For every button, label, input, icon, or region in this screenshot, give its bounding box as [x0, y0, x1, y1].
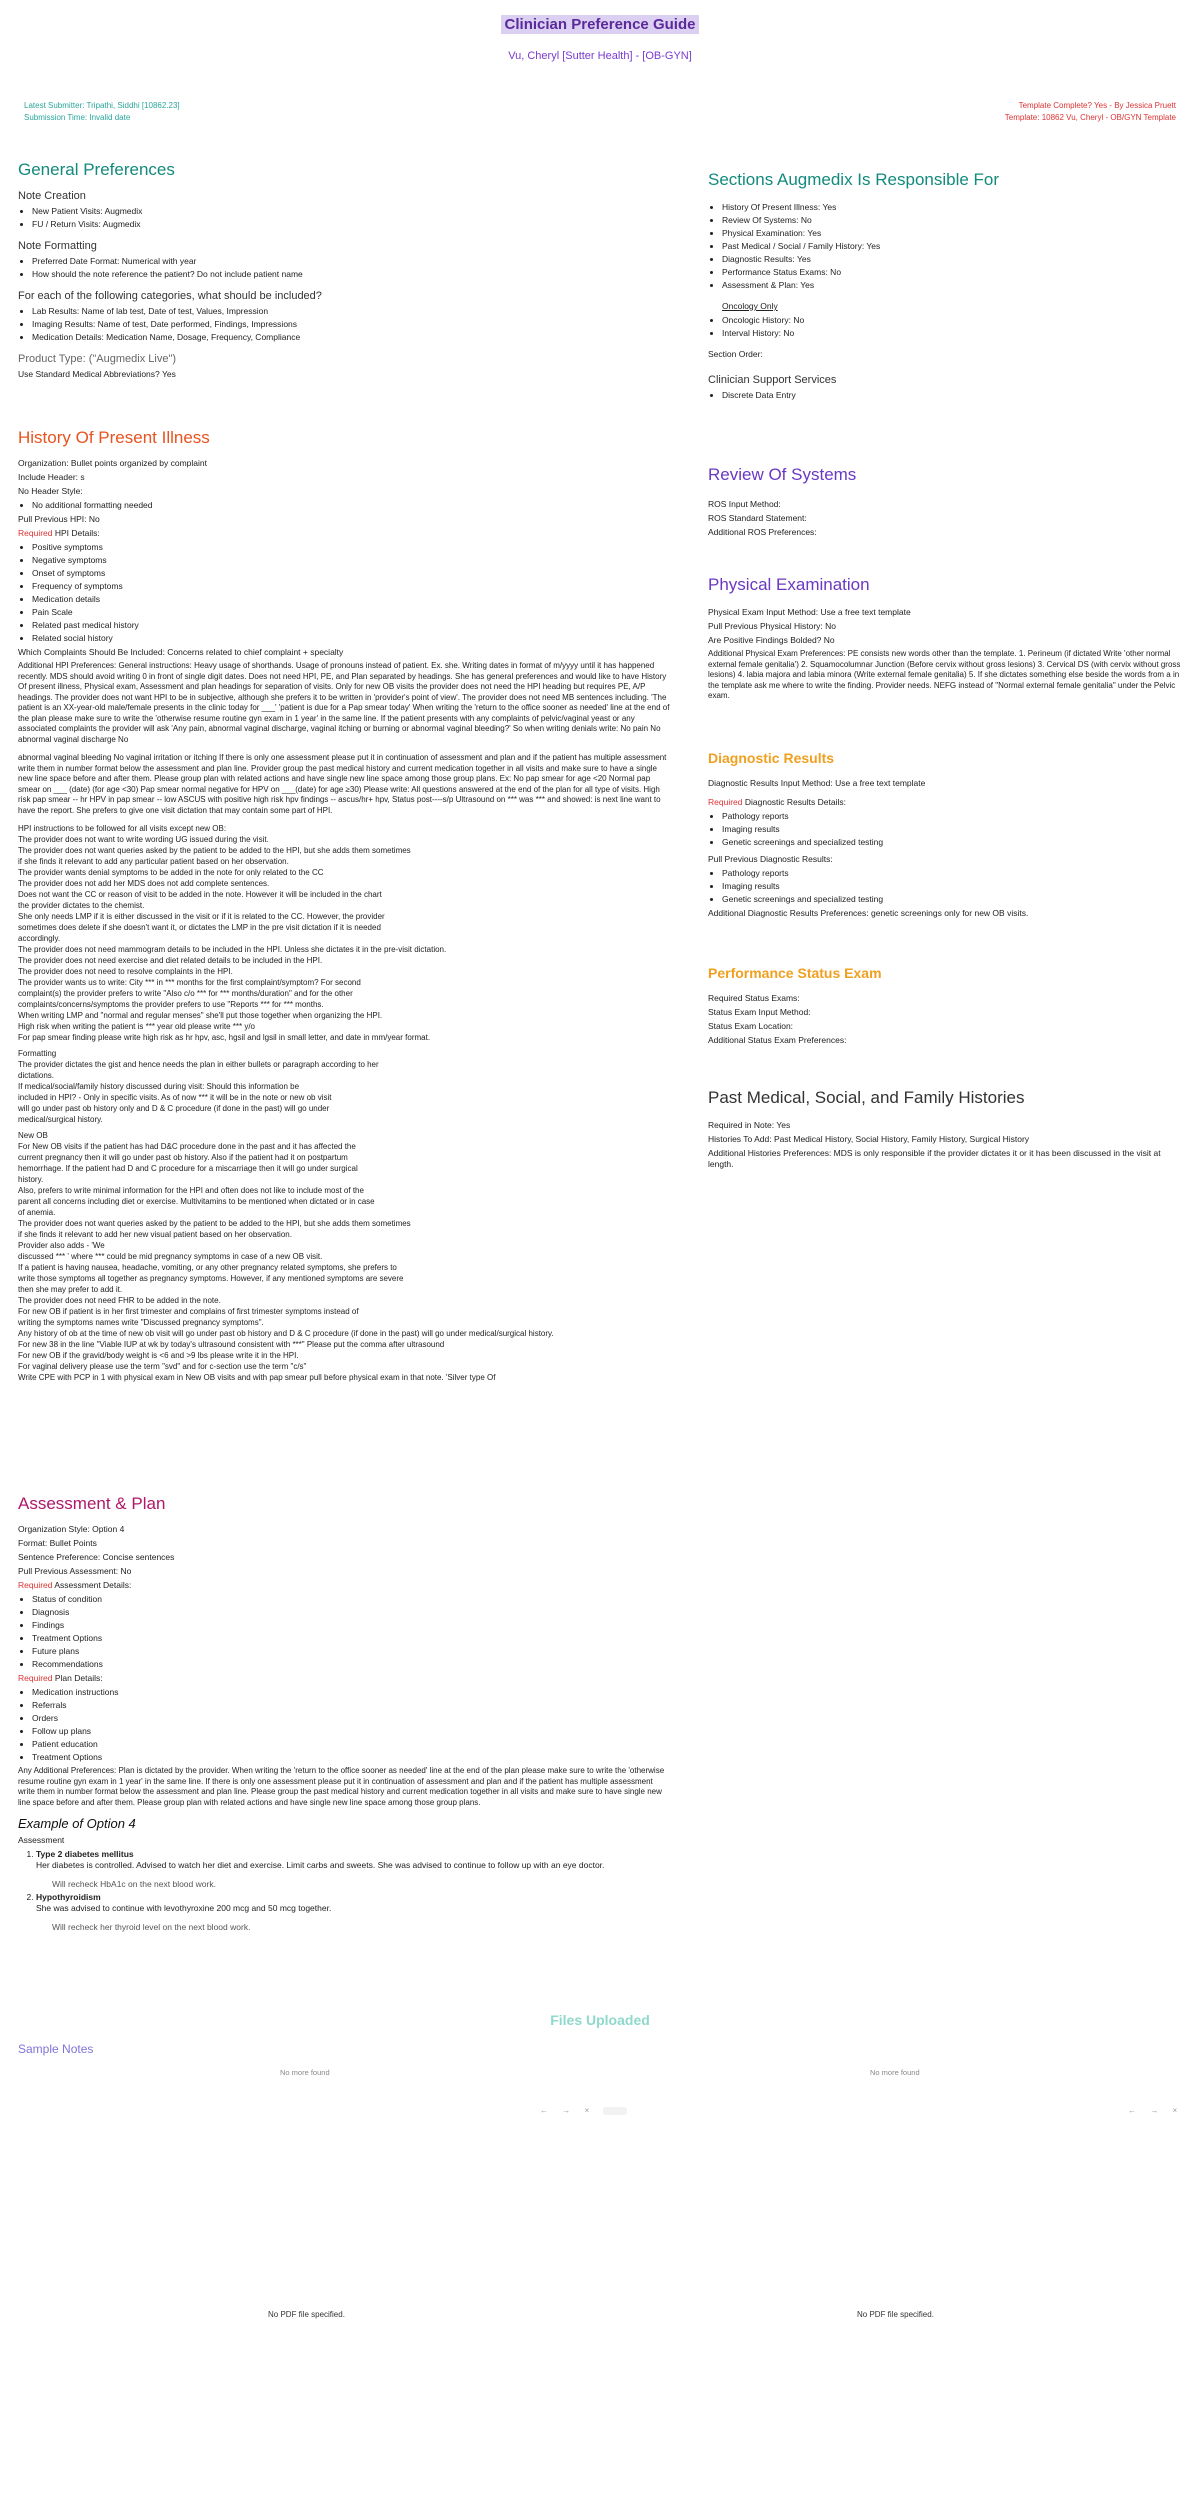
- list-item: • New Patient Visits: Augmedix: [32, 206, 670, 217]
- list-item: • Related social history: [32, 633, 670, 644]
- perf-line: Additional Status Exam Preferences:: [708, 1035, 847, 1045]
- clinician-name: Vu, Cheryl [Sutter Health] - [OB-GYN]: [508, 50, 692, 62]
- list-item: • Follow up plans: [32, 1726, 670, 1737]
- categories-title: For each of the following categories, what should be included?: [18, 290, 322, 302]
- pager-right[interactable]: [1128, 2106, 1183, 2115]
- ap-required-plan: [18, 1673, 670, 1684]
- pmh-line: Histories To Add: Past Medical History, Social History, Family History, Surgical History: [708, 1134, 1030, 1144]
- instruction-line: The provider wants us to write: City *** in *** months for the first complaint/symptom? For second: [18, 978, 361, 987]
- ros-section: [708, 465, 1184, 541]
- pe-line: Are Positive Findings Bolded? No: [708, 635, 835, 645]
- instruction-line: The provider does not add her MDS does not add complete sentences.: [18, 879, 270, 888]
- pager-left[interactable]: [540, 2106, 627, 2115]
- new-ob-line: Write CPE with PCP in 1 with physical exam in New OB visits and with pap smear pull before physical exam in that note. 'Silver type Of: [18, 1373, 496, 1382]
- list-item: • Status of condition: [32, 1594, 670, 1605]
- page-title-text: Clinician Preference Guide: [501, 15, 700, 34]
- example-item-text: Her diabetes is controlled. Advised to watch her diet and exercise. Limit carbs and sweets. She was advised to continue to follow up with an eye doctor.: [36, 1860, 605, 1870]
- hpi-additional: Additional HPI Preferences: General instructions: Heavy usage of shorthands. Usage of pronouns instead of patient. Ex. she. Writing dates in format of m/yyyy until it has happened recently. MDS should avoid writing 0 in front of single digit dates. Does not need HPI, PE, and Plan separated by headings. She has general preferences and would like to have History Of present illness, Physical exam, Assessment and plan headings for separation of visits. Only for new OB visits the provider does not need the HPI heading but requires PE, A/P headings. The provider does not want HPI to be in subjective, although she prefers it to be written in 'provider's point of view'. The provider does not need MB sentences including. 'The patient is an XX-year-old male/female presents in the clinic today for ___' 'patient is due for a Pap smear today' When writing the 'return to the office sooner as needed' line at the end of the plan please make sure to write the 'otherwise resume routine gyn exam in 1 year' in the same line. If the patient presents with any complaints of pelvic/vaginal yeast or any associated complaints the provider will ask 'Any pain, abnormal vaginal discharge, vaginal itching or burning or abnormal vaginal bleeding?' So when writing denials write: No pain No abnormal vaginal discharge No: [18, 661, 670, 744]
- list-item: • Findings: [32, 1620, 670, 1631]
- submitter: Latest Submitter: Tripathi, Siddhi [10862.23]: [24, 101, 180, 110]
- example-item-sub: Will recheck HbA1c on the next blood work.: [52, 1879, 216, 1889]
- instruction-line: the provider dictates to the chemist.: [18, 901, 145, 910]
- new-ob-line: write those symptoms all together as pregnancy symptoms. However, if any mentioned symptoms are severe: [18, 1274, 404, 1283]
- hpi-section: [18, 428, 670, 1384]
- ros-title: Review Of Systems: [708, 465, 857, 484]
- clinician-support-title: Clinician Support Services: [708, 374, 837, 386]
- formatting-line: If medical/social/family history discussed during visit: Should this information be: [18, 1082, 300, 1091]
- perf-line: Required Status Exams:: [708, 993, 800, 1003]
- list-item: • Discrete Data Entry: [722, 390, 1184, 401]
- instruction-line: When writing LMP and "normal and regular menses" she'll put those together when organizing the HPI.: [18, 1011, 383, 1020]
- list-item: • Performance Status Exams: No: [722, 267, 1184, 278]
- formatting-line: The provider dictates the gist and hence needs the plan in either bullets or paragraph according to her: [18, 1060, 379, 1069]
- list-item: • Pathology reports: [722, 868, 1184, 879]
- list-item: • Imaging results: [722, 881, 1184, 892]
- note-creation-list: [18, 206, 670, 230]
- submitter-meta: [24, 100, 180, 124]
- new-ob-line: For new 38 in the line "Viable IUP at wk by today's ultrasound consistent with ***" Please put the comma after ultrasound: [18, 1340, 445, 1349]
- product-type: Product Type: ("Augmedix Live"): [18, 353, 177, 365]
- dx-required: [708, 797, 1184, 808]
- example-item-text: She was advised to continue with levothyroxine 200 mcg and 50 mcg together.: [36, 1903, 332, 1913]
- example-item: [36, 1849, 670, 1890]
- new-ob-line: If a patient is having nausea, headache, vomiting, or any other pregnancy related symptoms, she prefers to: [18, 1263, 397, 1272]
- oncology-title: Oncology Only: [722, 301, 778, 311]
- instruction-line: complaints/concerns/symptoms the provider prefers to use "Reports *** for *** months.: [18, 1000, 324, 1009]
- dx-pull-title: Pull Previous Diagnostic Results:: [708, 854, 833, 864]
- required-rest: Plan Details:: [52, 1673, 103, 1683]
- pe-title: Physical Examination: [708, 575, 870, 594]
- hpi-header-style-list: [18, 500, 670, 511]
- perf-section: [708, 965, 1184, 1049]
- note-creation-title: Note Creation: [18, 190, 86, 202]
- clinician-support-list: [708, 390, 1184, 401]
- list-item: • Interval History: No: [722, 328, 1184, 339]
- page-title: [0, 16, 1200, 33]
- sections-title: Sections Augmedix Is Responsible For: [708, 170, 1000, 189]
- instruction-line: complaint(s) the provider prefers to write "Also c/o *** for *** months/duration" and for the other: [18, 989, 353, 998]
- dx-pull-list: [708, 868, 1184, 905]
- formatting-line: medical/surgical history.: [18, 1115, 103, 1124]
- list-item: • How should the note reference the patient? Do not include patient name: [32, 269, 670, 280]
- list-item: • Imaging Results: Name of test, Date performed, Findings, Impressions: [32, 319, 670, 330]
- general-preferences-title: General Preferences: [18, 160, 175, 179]
- dx-input: Diagnostic Results Input Method: Use a free text template: [708, 778, 926, 788]
- no-more-found-left: No more found: [280, 2068, 330, 2077]
- hpi-formatting: [18, 1049, 670, 1125]
- pe-additional: Additional Physical Exam Preferences: PE consists new words other than the template. 1. Perineum (if dictated Write 'other normal external female genitalia') 2. Squamocolumnar Junction (Before cervix without gross lesions) 3. Cervical DS (with cervix without gross lesions) 4. labia majora and labia minora (Write external female genitalia) 5. If she dictates something else beside the words from a in the template ask me where to write the finding. Provider needs. NEFG instead of "Normal external female genitalia" under the Pelvic exam.: [708, 649, 1181, 700]
- dx-title: Diagnostic Results: [708, 750, 835, 766]
- instruction-line: The provider does not need exercise and diet related details to be included in the HPI.: [18, 956, 323, 965]
- hpi-include-header: Include Header: s: [18, 472, 85, 482]
- list-item: • Pain Scale: [32, 607, 670, 618]
- list-item: • Oncologic History: No: [722, 315, 1184, 326]
- new-ob-line: New OB: [18, 1131, 48, 1140]
- dx-section: [708, 750, 1184, 922]
- ap-additional: Any Additional Preferences: Plan is dictated by the provider. When writing the 'return to the office sooner as needed' line at the end of the plan please make sure to write the 'otherwise resume routine gyn exam in 1 year' in the same line. If there is only one assessment please put it in continuation of assessment and plan and if the patient has multiple assessment write them in number format below the assessment and plan line. Please group the past medical history and current medication together in all visits and make sure to have single new line space before and after them. Please group plan with related actions and have single new line space among those group plans.: [18, 1766, 665, 1807]
- pmh-line: Required in Note: Yes: [708, 1120, 791, 1130]
- new-ob-line: The provider does not need FHR to be added in the note.: [18, 1296, 221, 1305]
- ap-format: Format: Bullet Points: [18, 1538, 97, 1548]
- categories-list: [18, 306, 670, 343]
- sections-list: [708, 202, 1184, 291]
- list-item: • Preferred Date Format: Numerical with year: [32, 256, 670, 267]
- new-ob-line: then she may prefer to add it.: [18, 1285, 123, 1294]
- list-item: • Physical Examination: Yes: [722, 228, 1184, 239]
- hpi-organization: Organization: Bullet points organized by complaint: [18, 458, 207, 468]
- instruction-line: The provider wants denial symptoms to be added in the note for only related to the CC: [18, 868, 324, 877]
- list-item: • Onset of symptoms: [32, 568, 670, 579]
- ros-line: ROS Standard Statement:: [708, 513, 807, 523]
- instruction-line: if she finds it relevant to add any particular patient based on her observation.: [18, 857, 289, 866]
- pager-page-box: [603, 2107, 627, 2115]
- note-formatting-title: Note Formatting: [18, 240, 97, 252]
- example-item-name: 1. Type 2 diabetes mellitus: [36, 1849, 134, 1859]
- note-formatting-list: [18, 256, 670, 280]
- assessment-plan-title: Assessment & Plan: [18, 1494, 166, 1513]
- example-title: Example of Option 4: [18, 1816, 136, 1831]
- new-ob-line: current pregnancy then it will go under past ob history. Also if the patient had it on postpartum: [18, 1153, 348, 1162]
- instruction-line: sometimes does delete if she doesn't want it, or dictates the LMP in the pre visit dictation if it is needed: [18, 923, 381, 932]
- list-item: • Medication instructions: [32, 1687, 670, 1698]
- instruction-line: The provider does not need mammogram details to be included in the HPI. Unless she dictates it in the pre-visit dictation.: [18, 945, 447, 954]
- pmh-line: Additional Histories Preferences: MDS is only responsible if the provider dictates it or it has been discussed in the visit at length.: [708, 1148, 1161, 1169]
- example-list: [18, 1849, 670, 1933]
- hpi-pull-previous: Pull Previous HPI: No: [18, 514, 100, 524]
- sample-notes-title: Sample Notes: [18, 2042, 94, 2056]
- new-ob-line: of anemia.: [18, 1208, 56, 1217]
- required-rest: Diagnostic Results Details:: [742, 797, 846, 807]
- no-pdf-left: No PDF file specified.: [268, 2310, 345, 2319]
- list-item: • Frequency of symptoms: [32, 581, 670, 592]
- new-ob-line: writing the symptoms names write "Discussed pregnancy symptoms".: [18, 1318, 264, 1327]
- instruction-line: The provider does not want queries asked by the patient to be added to the HPI, but she adds them sometimes: [18, 846, 411, 855]
- dx-required-list: [708, 811, 1184, 848]
- new-ob-line: history.: [18, 1175, 44, 1184]
- submission-time: Submission Time: Invalid date: [24, 113, 131, 122]
- new-ob-line: For new OB if patient is in her first trimester and complains of first trimester symptoms instead of: [18, 1307, 359, 1316]
- required-rest: Assessment Details:: [52, 1580, 132, 1590]
- hpi-instructions: [18, 824, 670, 1043]
- no-more-found-right: No more found: [870, 2068, 920, 2077]
- instruction-line: For pap smear finding please write high risk as hr hpv, asc, hgsil and lgsil in small letter, and date in mm/year format.: [18, 1033, 431, 1042]
- general-preferences-section: [18, 160, 670, 383]
- list-item: • History Of Present Illness: Yes: [722, 202, 1184, 213]
- hpi-complaints: Which Complaints Should Be Included: Concerns related to chief complaint + specialty: [18, 647, 344, 657]
- pe-section: [708, 575, 1184, 705]
- hpi-required-list: [18, 542, 670, 644]
- new-ob-line: parent all concerns including diet or exercise. Multivitamins to be mentioned when dictated or in case: [18, 1197, 375, 1206]
- list-item: • Diagnosis: [32, 1607, 670, 1618]
- list-item: • Past Medical / Social / Family History: Yes: [722, 241, 1184, 252]
- list-item: • Recommendations: [32, 1659, 670, 1670]
- pmh-section: [708, 1088, 1184, 1173]
- pager-left-arrows[interactable]: ← → ×: [540, 2106, 596, 2115]
- list-item: • Imaging results: [722, 824, 1184, 835]
- new-ob-line: discussed *** ' where *** could be mid pregnancy symptoms in case of a new OB visit.: [18, 1252, 323, 1261]
- list-item: • Positive symptoms: [32, 542, 670, 553]
- list-item: • Future plans: [32, 1646, 670, 1657]
- instruction-line: The provider does not want to write wording UG issued during the visit.: [18, 835, 269, 844]
- oncology-list: [708, 315, 1184, 339]
- example-item: [36, 1892, 670, 1933]
- no-pdf-right: No PDF file specified.: [857, 2310, 934, 2319]
- new-ob-line: if she finds it relevant to add her new visual patient based on her observation.: [18, 1230, 292, 1239]
- ap-organization: Organization Style: Option 4: [18, 1524, 125, 1534]
- hpi-header-style: No Header Style:: [18, 486, 83, 496]
- hpi-required-heading: [18, 528, 670, 539]
- required-label: Required: [18, 528, 53, 538]
- list-item: • No additional formatting needed: [32, 500, 670, 511]
- list-item: • FU / Return Visits: Augmedix: [32, 219, 670, 230]
- required-rest: HPI Details:: [52, 528, 100, 538]
- dx-additional: Additional Diagnostic Results Preferences: genetic screenings only for new OB visits.: [708, 908, 1029, 918]
- new-ob-line: For vaginal delivery please use the term "svd" and for c-section use the term "c/s": [18, 1362, 307, 1371]
- ap-sentence: Sentence Preference: Concise sentences: [18, 1552, 175, 1562]
- new-ob-line: Provider also adds - 'We: [18, 1241, 105, 1250]
- required-label: Required: [708, 797, 743, 807]
- formatting-line: dictations.: [18, 1071, 55, 1080]
- new-ob-line: For New OB visits if the patient has had D&C procedure done in the past and it has affected the: [18, 1142, 356, 1151]
- pe-line: Pull Previous Physical History: No: [708, 621, 837, 631]
- list-item: • Treatment Options: [32, 1752, 670, 1763]
- formatting-line: Formatting: [18, 1049, 57, 1058]
- list-item: • Genetic screenings and specialized testing: [722, 837, 1184, 848]
- pe-line: Physical Exam Input Method: Use a free text template: [708, 607, 911, 617]
- required-label: Required: [18, 1673, 53, 1683]
- perf-line: Status Exam Location:: [708, 1021, 794, 1031]
- instruction-line: The provider does not need to resolve complaints in the HPI.: [18, 967, 233, 976]
- pager-right-arrows[interactable]: ← → ×: [1128, 2106, 1184, 2115]
- list-item: • Diagnostic Results: Yes: [722, 254, 1184, 265]
- assessment-plan-section: [18, 1494, 670, 1936]
- new-ob-line: For new OB if the gravid/body weight is <6 and >9 lbs please write it in the HPI.: [18, 1351, 299, 1360]
- list-item: • Medication details: [32, 594, 670, 605]
- list-item: • Assessment & Plan: Yes: [722, 280, 1184, 291]
- list-item: • Review Of Systems: No: [722, 215, 1184, 226]
- perf-title: Performance Status Exam: [708, 965, 882, 981]
- perf-line: Status Exam Input Method:: [708, 1007, 811, 1017]
- instruction-line: HPI instructions to be followed for all visits except new OB:: [18, 824, 227, 833]
- list-item: • Pathology reports: [722, 811, 1184, 822]
- new-ob-line: Also, prefers to write minimal information for the HPI and often does not like to include most of the: [18, 1186, 364, 1195]
- hpi-additional-2: abnormal vaginal bleeding No vaginal irritation or itching If there is only one assessment please put it in continuation of assessment and plan and if the patient has multiple assessment write them in number format below the assessment and plan line. Provider group the past medical history and current medication together in all visits and make sure to have a single new line space before and after them. Please group plan with related actions and have single new line space among those group plans. Ex: No pap smear for age <20 Normal pap smear on ___ (date) (for age <30) Pap smear normal negative for HPV on ___(date) for age ≥30) Please write: All questions answered at the end of the plan for all type of visits. High risk pap smear -- hr HPV in pap smear -- low ASCUS with positive high risk hpv findings -- ascus/hr+ hpv, Status post----s/p Ultrasound on *** was *** and showed: is next line want to have the report. She prefers to give one visit dictation that may contain some part of HPI.: [18, 753, 667, 815]
- pmh-title: Past Medical, Social, and Family Histories: [708, 1088, 1025, 1107]
- example-item-name: 2. Hypothyroidism: [36, 1892, 101, 1902]
- list-item: • Lab Results: Name of lab test, Date of test, Values, Impression: [32, 306, 670, 317]
- example-assessment-label: Assessment: [18, 1835, 65, 1845]
- ap-pull: Pull Previous Assessment: No: [18, 1566, 132, 1576]
- list-item: • Treatment Options: [32, 1633, 670, 1644]
- list-item: • Orders: [32, 1713, 670, 1724]
- assessment-details-list: [18, 1594, 670, 1670]
- list-item: • Referrals: [32, 1700, 670, 1711]
- ap-required-assessment: [18, 1580, 670, 1591]
- template-complete: Template Complete? Yes - By Jessica Pruett: [1018, 101, 1176, 110]
- instruction-line: Does not want the CC or reason of visit to be added in the note. However it will be included in the chart: [18, 890, 382, 899]
- section-order: Section Order:: [708, 349, 763, 359]
- ros-line: Additional ROS Preferences:: [708, 527, 817, 537]
- template-name: Template: 10862 Vu, Cheryl - OB/GYN Template: [1004, 113, 1176, 122]
- list-item: • Related past medical history: [32, 620, 670, 631]
- instruction-line: High risk when writing the patient is *** year old please write *** y/o: [18, 1022, 256, 1031]
- formatting-line: will go under past ob history only and D & C procedure (if done in the past) will go under: [18, 1104, 330, 1113]
- new-ob-line: The provider does not want queries asked by the patient to be added to the HPI, but she adds them sometimes: [18, 1219, 411, 1228]
- instruction-line: accordingly.: [18, 934, 61, 943]
- new-ob-line: Any history of ob at the time of new ob visit will go under past ob history and D & C procedure (if done in the past) will go under medical/surgical history.: [18, 1329, 554, 1338]
- instruction-line: She only needs LMP if it is either discussed in the visit or if it is related to the CC. However, the provider: [18, 912, 385, 921]
- list-item: • Medication Details: Medication Name, Dosage, Frequency, Compliance: [32, 332, 670, 343]
- files-uploaded-title: Files Uploaded: [550, 2012, 650, 2028]
- list-item: • Patient education: [32, 1739, 670, 1750]
- ros-line: ROS Input Method:: [708, 499, 781, 509]
- hpi-new-ob: [18, 1131, 670, 1383]
- required-label: Required: [18, 1580, 53, 1590]
- sections-responsible: [708, 170, 1184, 404]
- formatting-line: included in HPI? - Only in specific visits. As of now *** it will be in the note or new ob visit: [18, 1093, 332, 1102]
- new-ob-line: hemorrhage. If the patient had D and C procedure for a miscarriage then it will go under surgical: [18, 1164, 358, 1173]
- plan-details-list: [18, 1687, 670, 1763]
- abbreviations: Use Standard Medical Abbreviations? Yes: [18, 369, 176, 379]
- example-item-sub: Will recheck her thyroid level on the next blood work.: [52, 1922, 251, 1932]
- list-item: • Genetic screenings and specialized testing: [722, 894, 1184, 905]
- list-item: • Negative symptoms: [32, 555, 670, 566]
- template-meta: [1005, 100, 1176, 124]
- hpi-title: History Of Present Illness: [18, 428, 210, 447]
